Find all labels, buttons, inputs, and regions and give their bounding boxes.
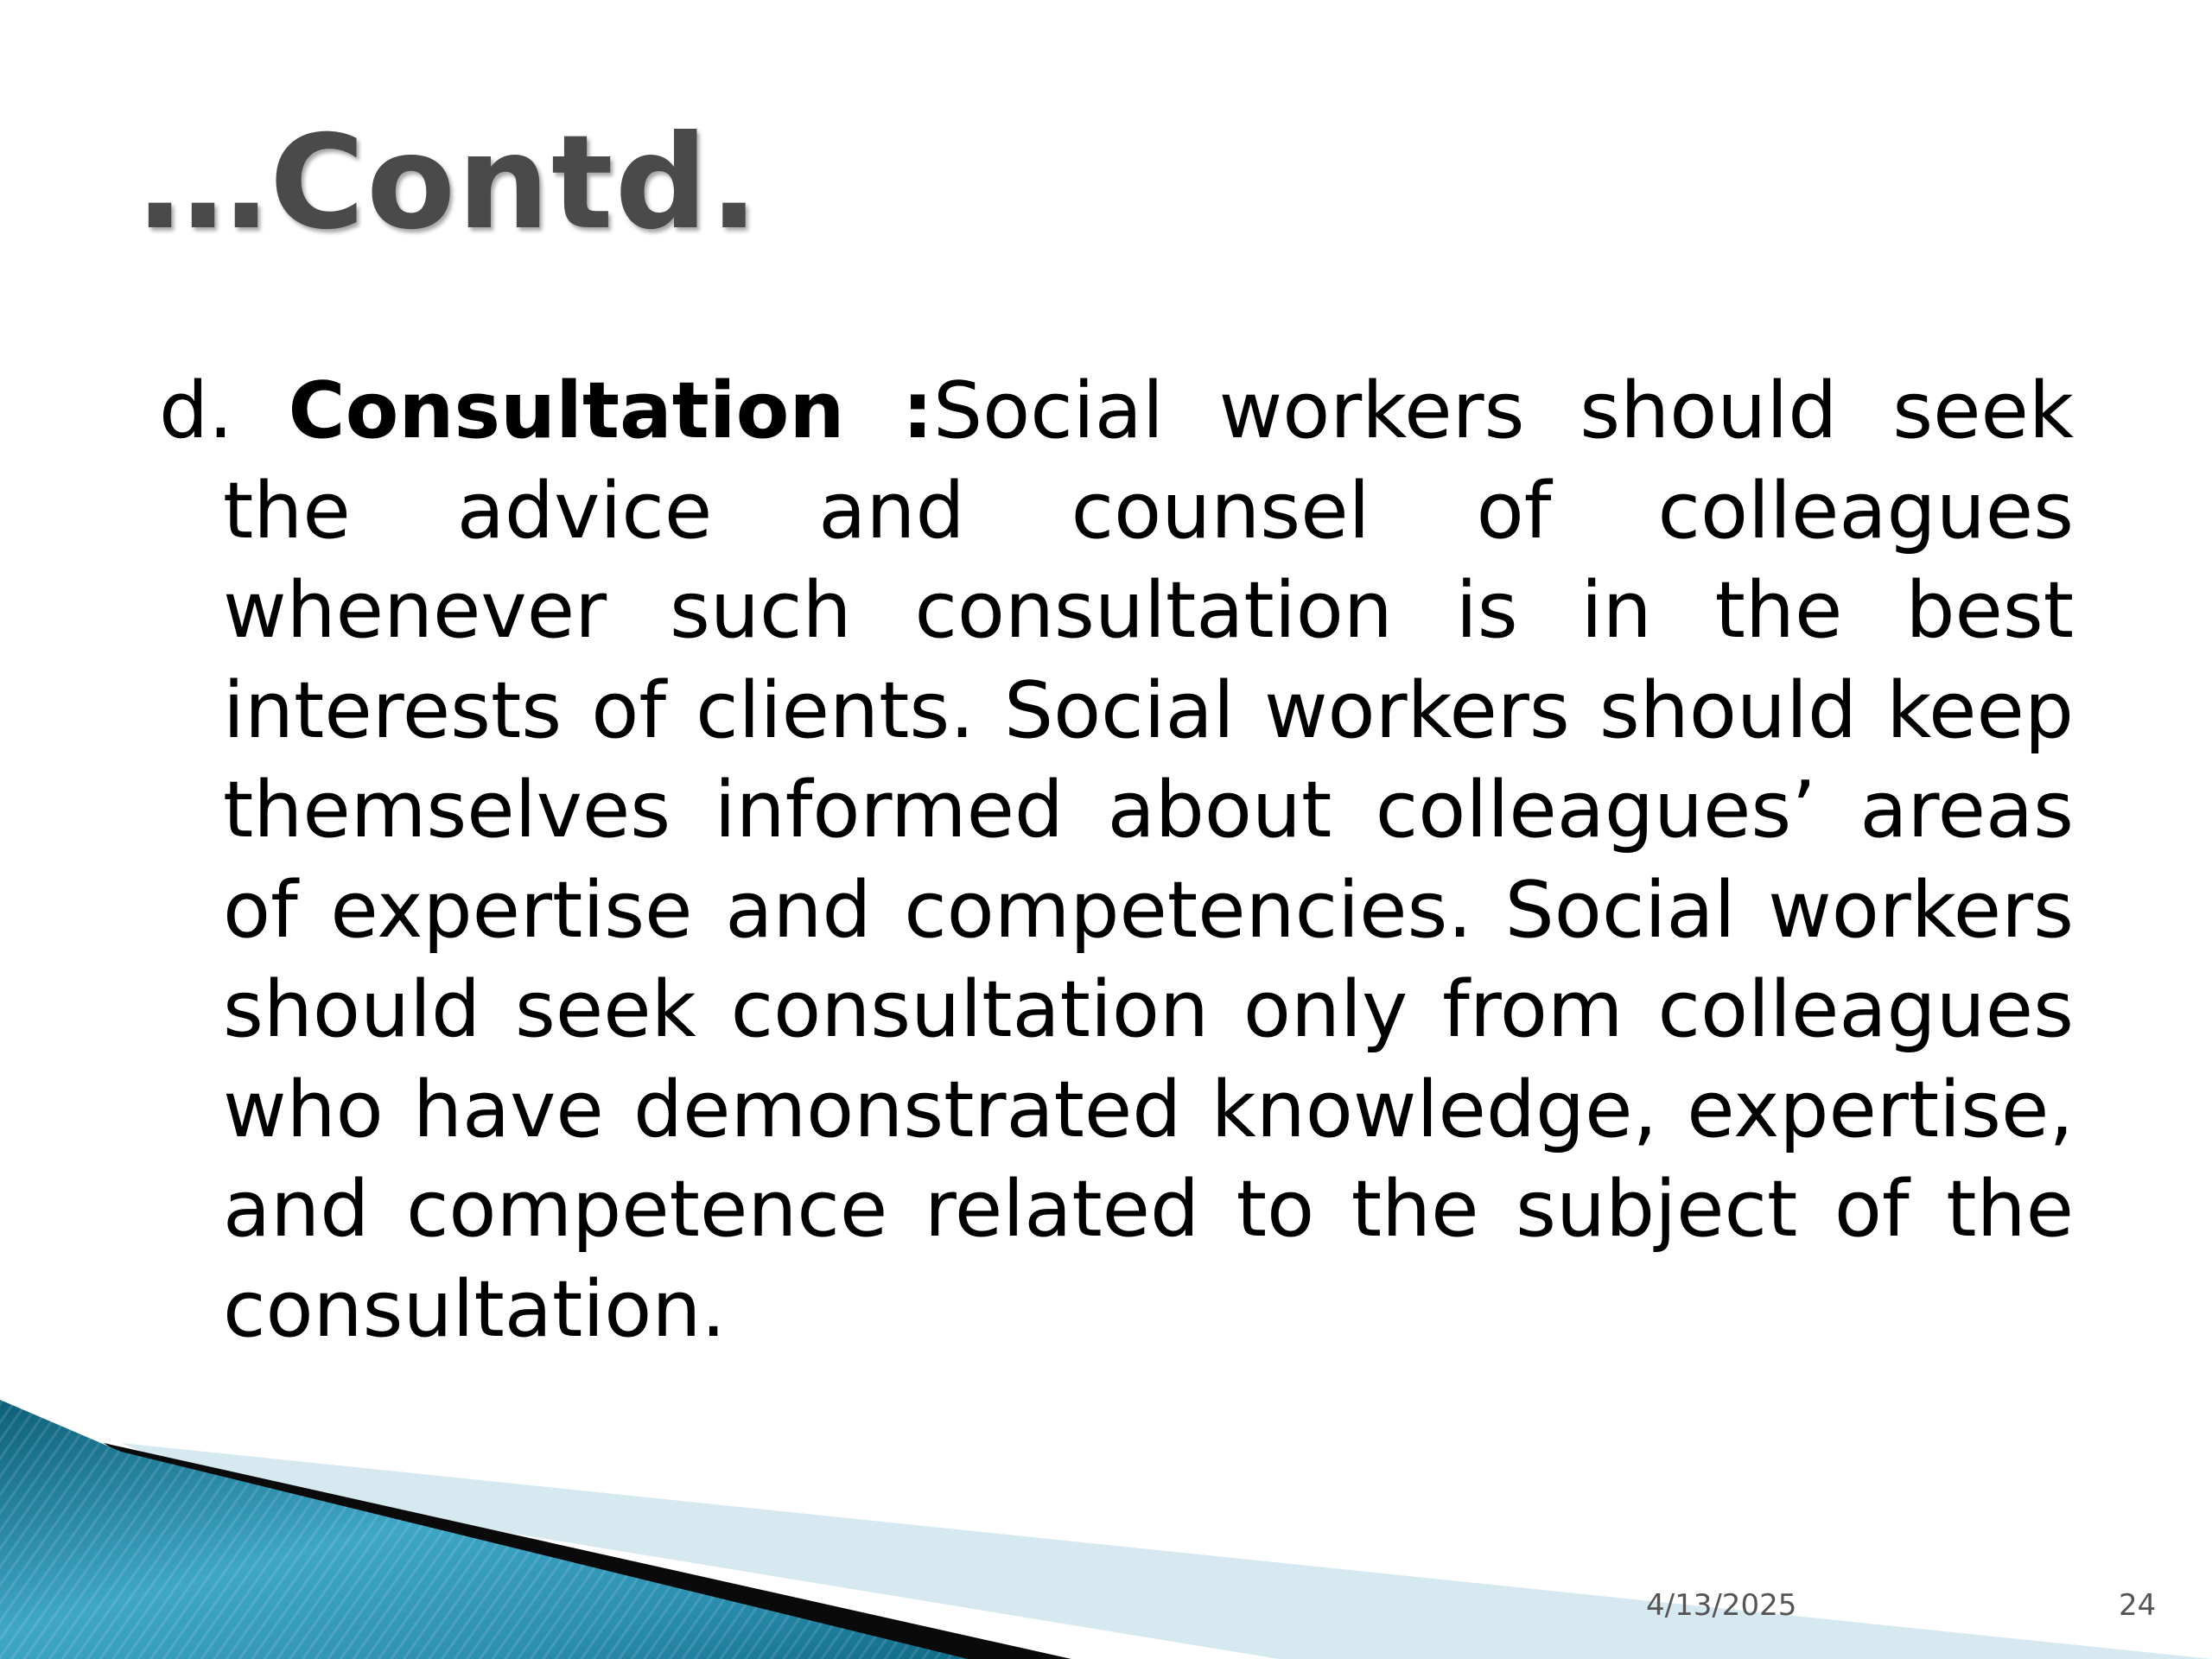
footer-date: 4/13/2025 (1646, 1588, 1797, 1623)
slide-title: …Contd. (138, 108, 760, 258)
term-description: Social workers should seek the advice and counsel of colleagues whenever such consultation is in the best interests of clients. Social workers should keep themselves informed about colleagues’ areas of expertise and competencies. Social workers should seek consultation only from colleagues who have demonstrated knowledge, expertise, and competence related to the subject of the consultation. (223, 365, 2074, 1355)
decorative-corner-graphic (0, 1348, 2212, 1659)
slide-number: 24 (2119, 1588, 2157, 1623)
body-paragraph (159, 361, 2074, 1359)
term-heading: Consultation : (288, 365, 934, 456)
list-marker: d. (159, 365, 289, 456)
